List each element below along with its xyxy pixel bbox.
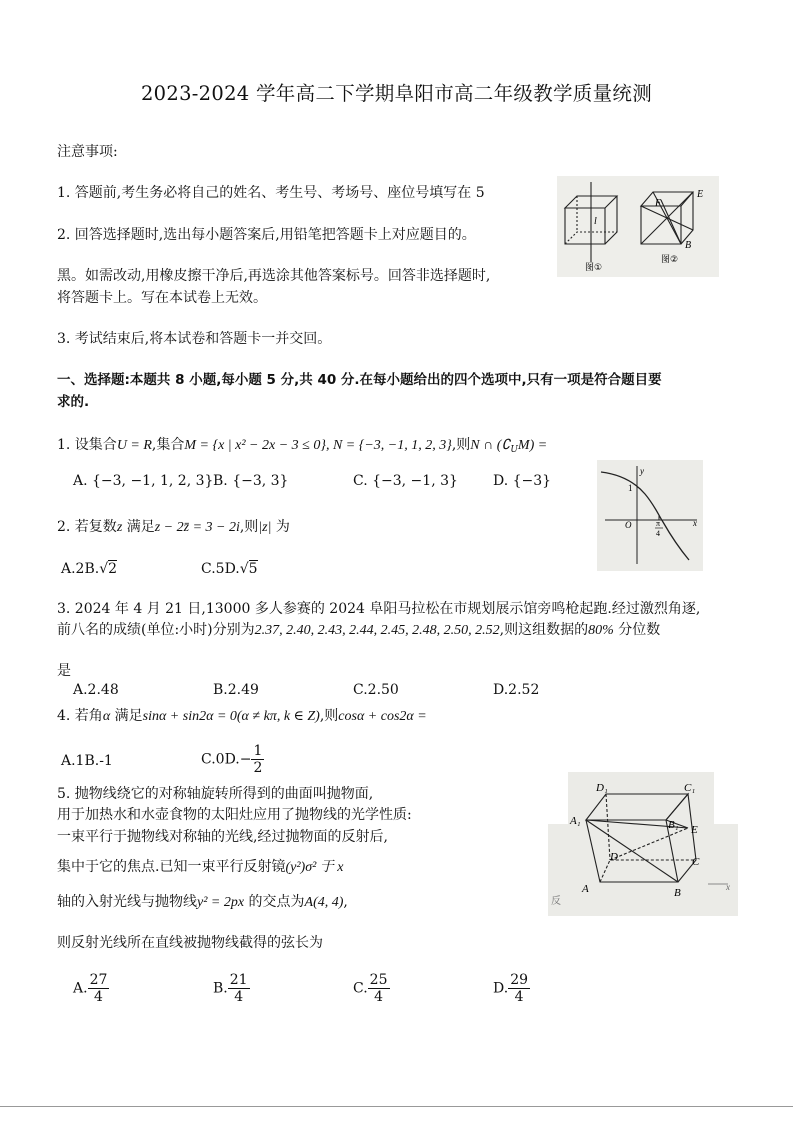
cube2-top-face [641, 192, 693, 206]
q5-line-4-expr: (y²)σ² 于 x [285, 860, 344, 875]
cube2-diagonal-3 [641, 206, 693, 230]
q5-option-c-label: C. [353, 980, 368, 997]
q5-line-4 [57, 856, 344, 876]
cube-label-f: F [655, 198, 662, 209]
q5-option-d-num: 29 [510, 972, 529, 988]
q5-option-b-label: B. [213, 980, 228, 997]
q5-point: A(4, 4) [304, 895, 344, 910]
q3-option-b: B.2.49 [213, 682, 259, 698]
q5-option-c-fraction [368, 973, 390, 1004]
cube-label-b: B [685, 240, 692, 251]
q3-line-2 [57, 619, 660, 639]
graph-label-1: 1 [628, 483, 633, 493]
q4-option-d-num: 1 [253, 743, 263, 759]
graph-figure [597, 460, 703, 571]
graph-label-four: 4 [656, 529, 660, 538]
q1-expression-end: M) = [517, 438, 548, 453]
box-label-x: x [726, 882, 730, 892]
notice-item-1: 1. 答题前,考生务必将自己的姓名、考生号、考场号、座位号填写在 5 [57, 185, 485, 201]
q5-line-5 [57, 891, 348, 911]
page-title: 2023-2024 学年高二下学期阜阳市高二年级教学质量统测 [140, 82, 653, 105]
q5-option-a-fraction [88, 973, 110, 1004]
q3-line-2-mid: ,则这组数据的 [499, 622, 589, 638]
notice-heading: 注意事项: [57, 144, 118, 160]
notice-item-2-cont-1: 黑。如需改动,用橡皮擦干净后,再选涂其他答案标号。回答非选择题时, [57, 268, 491, 284]
q5-option-a-num: 27 [89, 972, 108, 988]
q4-ask: cosα + cos2α = [338, 709, 427, 724]
graph-figure-svg [597, 460, 703, 571]
q5-option-c [353, 973, 390, 1004]
cube1-side-edges [605, 196, 617, 244]
cube-fig1-caption: 图① [585, 263, 603, 273]
q4-option-cd: C.0D. [201, 751, 240, 768]
q3-option-c: C.2.50 [353, 682, 399, 698]
q3-option-d: D.2.52 [493, 682, 540, 698]
q1-stem-prefix: 1. 设集合 [57, 437, 117, 453]
q4-stem-prefix: 4. 若角 [57, 708, 103, 724]
q5-option-a-den: 4 [94, 989, 103, 1005]
q1-stem-then: ,则 [451, 437, 471, 453]
q2-option-d-radicand: 5 [248, 561, 258, 577]
q5-option-b [213, 973, 250, 1004]
q2-stem [57, 516, 290, 536]
graph-label-pi: π [656, 519, 661, 528]
q1-universal-set: U = R [116, 438, 152, 453]
q4-equation: sinα + sin2α = 0(α ≠ kπ, k ∈ Z) [142, 709, 320, 724]
q2-stem-mid: 满足 [122, 519, 155, 535]
cube-label-e: E [697, 189, 704, 200]
box-figure-background-lower [548, 824, 738, 916]
box-label-d1: D₁ [596, 782, 608, 794]
q4-option-ab: A.1B.-1 [61, 753, 113, 769]
graph-label-x: x [693, 518, 697, 528]
q5-option-b-num: 21 [229, 972, 248, 988]
q3-data: 2.37, 2.40, 2.43, 2.44, 2.45, 2.48, 2.50, 2.52 [254, 623, 500, 638]
cube-figures-svg [557, 176, 719, 277]
section1-heading-line1: 一、选择题:本题共 8 小题,每小题 5 分,共 40 分.在每小题给出的四个选项中,只有一项是符合题目要 [57, 372, 662, 388]
notice-item-2: 2. 回答选择题时,选出每小题答案后,用铅笔把答题卡上对应题目的。 [57, 227, 476, 243]
box-label-e: E [691, 824, 698, 836]
q4-options-cd [201, 744, 264, 775]
q3-line-2-end: 分位数 [613, 622, 661, 638]
box-label-c: C [692, 856, 700, 868]
q5-option-b-den: 4 [234, 989, 244, 1005]
graph-curve [601, 472, 689, 560]
box-figure [548, 772, 738, 916]
box-figure-svg [548, 772, 738, 916]
q5-option-a [73, 973, 109, 1004]
q5-line-5-prefix: 轴的入射光线与抛物线 [57, 894, 197, 910]
box-label-d: D [610, 851, 618, 863]
q1-sets: M = {x | x² − 2x − 3 ≤ 0}, N = {−3, −1, 1, 2, 3} [184, 438, 452, 453]
notice-item-2-cont-2: 将答题卡上。写在本试卷上无效。 [57, 290, 267, 306]
q1-option-c: C. {−3, −1, 3} [353, 473, 458, 489]
q4-option-d-sign: − [239, 751, 252, 768]
q5-option-c-den: 4 [374, 989, 384, 1005]
q2-options-cd: C.5D.√5 [201, 561, 258, 577]
q3-option-a: A.2.48 [73, 682, 119, 698]
q3-line-1: 3. 2024 年 4 月 21 日,13000 多人参赛的 2024 阜阳马拉松在市规划展示馆旁鸣枪起跑.经过激烈角逐, [57, 601, 701, 617]
q2-options-ab: A.2B.√2 [61, 561, 118, 577]
q5-option-d-label: D. [493, 980, 509, 997]
box-label-a: A [582, 883, 589, 895]
q2-stem-end: 为 [271, 519, 290, 535]
q5-line-6: 则反射光线所在直线被抛物线截得的弦长为 [57, 935, 323, 951]
q1-stem-mid: ,集合 [151, 437, 185, 453]
q5-line-2: 用于加热水和水壶食物的太阳灶应用了抛物线的光学性质: [57, 807, 412, 823]
q3-line-3: 是 [57, 663, 71, 679]
box-label-b1: B₁ [668, 819, 679, 831]
q2-option-ab: A.2B. [61, 561, 100, 577]
q5-option-d-fraction [508, 973, 530, 1004]
q3-percent: 80% [588, 623, 614, 638]
q5-option-d-den: 4 [514, 989, 524, 1005]
box-label-b: B [674, 887, 681, 899]
q1-expression: N ∩ (∁ [470, 438, 511, 453]
q5-parabola: y² = 2px [197, 895, 245, 910]
q2-stem-then: ,则 [239, 519, 259, 535]
cube-label-l: l [594, 216, 597, 227]
q5-option-d [493, 973, 530, 1004]
q1-option-d: D. {−3} [493, 473, 552, 489]
section1-heading-line2: 求的. [57, 394, 90, 410]
q5-option-b-fraction [228, 973, 250, 1004]
q4-stem-mid: 满足 [110, 708, 143, 724]
box-label-fragment: 反 [551, 896, 561, 907]
graph-label-y: y [640, 466, 644, 476]
q4-stem-then: ,则 [319, 708, 339, 724]
cube-fig2-caption: 图② [661, 255, 679, 265]
q5-line-5-mid: 的交点为 [244, 894, 305, 910]
q5-line-3: 一束平行于抛物线对称轴的光线,经过抛物面的反射后, [57, 829, 388, 845]
notice-item-3: 3. 考试结束后,将本试卷和答题卡一并交回。 [57, 331, 332, 347]
q1-option-a: A. {−3, −1, 1, 2, 3} [73, 473, 214, 489]
q2-equation: z − 2z̄ = 3 − 2i [154, 520, 240, 535]
q4-stem [57, 705, 427, 725]
box-label-a1: A₁ [570, 815, 581, 827]
q3-line-2-prefix: 前八名的成绩(单位:小时)分别为 [57, 622, 255, 638]
q2-var: z [116, 520, 123, 535]
q2-option-cd: C.5D. [201, 561, 240, 577]
q5-line-4-prefix: 集中于它的焦点.已知一束平行反射镜 [57, 859, 286, 875]
q4-option-d-fraction [251, 744, 264, 775]
q5-line-5-end: , [343, 894, 348, 910]
q1-stem: 1. 设集合U = R,集合M = {x | x² − 2x − 3 ≤ 0}, N = {−3, −1, 1, 2, 3},则N ∩ $(∁_UM)$ = [57, 437, 548, 455]
q5-option-c-num: 25 [369, 972, 388, 988]
graph-label-origin: O [625, 520, 632, 530]
q2-option-b-radicand: 2 [108, 561, 118, 577]
q2-stem-prefix: 2. 若复数 [57, 519, 117, 535]
q5-option-a-label: A. [73, 980, 88, 997]
q4-option-d-den: 2 [253, 760, 263, 776]
cube-figures [557, 176, 719, 277]
page-bottom-divider [0, 1106, 793, 1107]
q5-line-1: 5. 抛物线绕它的对称轴旋转所得到的曲面叫抛物面, [57, 786, 374, 802]
q4-alpha: α [102, 709, 111, 724]
q1-option-b: B. {−3, 3} [213, 473, 289, 489]
q2-abs: |z| [258, 520, 272, 535]
box-label-c1: C₁ [684, 782, 696, 794]
